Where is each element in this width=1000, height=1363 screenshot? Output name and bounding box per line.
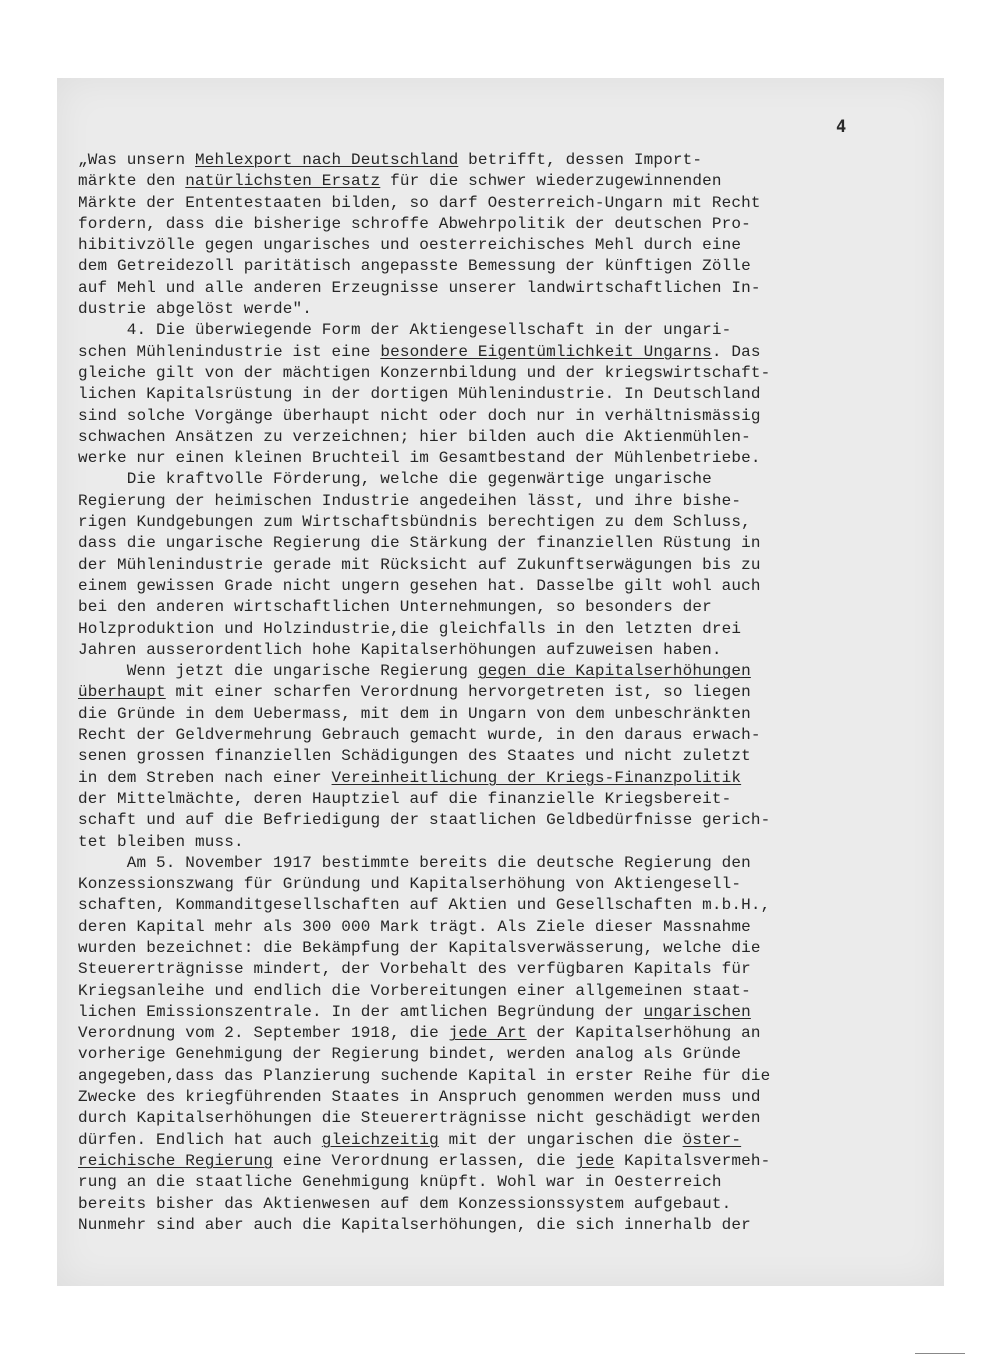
text-line bbox=[78, 619, 958, 640]
text-segment: hibitivzölle gegen ungarisches und oesterreichisches Mehl durch eine bbox=[78, 236, 742, 255]
text-line bbox=[78, 768, 958, 789]
underlined-text: jede Art bbox=[448, 1024, 527, 1043]
text-line bbox=[78, 832, 958, 853]
text-segment: durch Kapitalserhöhungen die Steuererträgnisse nicht geschädigt werden bbox=[78, 1109, 761, 1128]
text-segment: senen grossen finanziellen Schädigungen des Staates und nicht zuletzt bbox=[78, 747, 751, 766]
text-line bbox=[78, 959, 958, 980]
text-line bbox=[78, 597, 958, 618]
text-segment: Konzessionszwang für Gründung und Kapitalserhöhung von Aktiengesell- bbox=[78, 875, 742, 894]
text-line bbox=[78, 256, 958, 277]
text-segment: schen Mühlenindustrie ist eine bbox=[78, 342, 381, 361]
text-line bbox=[78, 1066, 958, 1087]
text-segment: werke nur einen kleinen Bruchteil im Gesamtbestand der Mühlenbetriebe. bbox=[78, 449, 761, 468]
text-segment: bereits bisher das Aktienwesen auf dem Konzessionssystem aufgebaut. bbox=[78, 1194, 732, 1213]
text-segment: Die kraftvolle Förderung, welche die gegenwärtige ungarische bbox=[78, 470, 712, 489]
text-segment: Jahren ausserordentlich hohe Kapitalserhöhungen aufzuweisen haben. bbox=[78, 640, 722, 659]
underlined-text: ungarischen bbox=[643, 1002, 751, 1021]
text-line bbox=[78, 150, 958, 171]
text-line bbox=[78, 1108, 958, 1129]
underlined-text: Vereinheitlichung der Kriegs-Finanzpolitik bbox=[331, 768, 742, 787]
text-line bbox=[78, 320, 958, 341]
text-line bbox=[78, 1172, 958, 1193]
text-line bbox=[78, 661, 958, 682]
text-segment: Holzproduktion und Holzindustrie,die gleichfalls in den letzten drei bbox=[78, 619, 742, 638]
text-segment: der Kapitalserhöhung an bbox=[526, 1024, 761, 1043]
text-line bbox=[78, 938, 958, 959]
text-segment: rigen Kundgebungen zum Wirtschaftsbündnis berechtigen zu dem Schluss, bbox=[78, 513, 751, 532]
text-line bbox=[78, 384, 958, 405]
text-segment: dustrie abgelöst werde". bbox=[78, 300, 313, 319]
text-line bbox=[78, 427, 958, 448]
text-segment: Kriegsanleihe und endlich die Vorbereitungen einer allgemeinen staat- bbox=[78, 981, 751, 1000]
underlined-text: gleichzeitig bbox=[321, 1130, 439, 1149]
text-segment: Am 5. November 1917 bestimmte bereits die deutsche Regierung den bbox=[78, 853, 751, 872]
text-line bbox=[78, 406, 958, 427]
text-line bbox=[78, 469, 958, 490]
text-segment: Märkte der Ententestaaten bilden, so darf Oesterreich-Ungarn mit Recht bbox=[78, 193, 761, 212]
underlined-text: reichische Regierung bbox=[78, 1151, 274, 1170]
text-segment: Wenn jetzt die ungarische Regierung bbox=[78, 662, 478, 681]
text-segment: angegeben,dass das Planzierung suchende Kapital in erster Reihe für die bbox=[78, 1066, 771, 1085]
text-line bbox=[78, 704, 958, 725]
text-segment: betrifft, dessen Import- bbox=[458, 151, 703, 169]
text-line bbox=[78, 555, 958, 576]
text-line bbox=[78, 1002, 958, 1023]
text-segment: der Mittelmächte, deren Hauptziel auf die finanzielle Kriegsbereit- bbox=[78, 789, 732, 808]
text-line bbox=[78, 278, 958, 299]
text-segment: Recht der Geldvermehrung Gebrauch gemacht wurde, in den daraus erwach- bbox=[78, 726, 761, 745]
text-line bbox=[78, 789, 958, 810]
text-segment: wurden bezeichnet: die Bekämpfung der Kapitalsverwässerung, welche die bbox=[78, 938, 761, 957]
text-segment: Steuererträgnisse mindert, der Vorbehalt des verfügbaren Kapitals für bbox=[78, 960, 751, 979]
underlined-text: Mehlexport nach Deutschland bbox=[195, 151, 459, 169]
text-line bbox=[78, 1130, 958, 1151]
footer-rule bbox=[915, 1353, 965, 1354]
text-line bbox=[78, 533, 958, 554]
underlined-text: jede bbox=[575, 1151, 615, 1170]
text-segment: der Mühlenindustrie gerade mit Rücksicht auf Zukunftserwägungen bis zu bbox=[78, 555, 761, 574]
text-segment: auf Mehl und alle anderen Erzeugnisse unserer landwirtschaftlichen In- bbox=[78, 278, 761, 297]
text-line bbox=[78, 640, 958, 661]
text-segment: . Das bbox=[711, 342, 761, 361]
text-line bbox=[78, 299, 958, 320]
text-segment: Kapitalsvermeh- bbox=[614, 1151, 771, 1170]
underlined-text: natürlichsten Ersatz bbox=[185, 172, 381, 191]
text-segment: Zwecke des kriegführenden Staates in Anspruch genommen werden muss und bbox=[78, 1088, 761, 1107]
text-line bbox=[78, 853, 958, 874]
text-segment: deren Kapital mehr als 300 000 Mark trägt. Als Ziele dieser Massnahme bbox=[78, 917, 751, 936]
text-segment: rung an die staatliche Genehmigung knüpft. Wohl war in Oesterreich bbox=[78, 1173, 722, 1192]
body-text bbox=[78, 150, 958, 1236]
text-segment: märkte den bbox=[78, 172, 186, 191]
text-segment: schaften, Kommanditgesellschaften auf Aktien und Gesellschaften m.b.H., bbox=[78, 896, 771, 915]
text-line bbox=[78, 1194, 958, 1215]
text-line bbox=[78, 235, 958, 256]
text-line bbox=[78, 895, 958, 916]
text-segment: bei den anderen wirtschaftlichen Unternehmungen, so besonders der bbox=[78, 598, 712, 617]
text-line bbox=[78, 491, 958, 512]
underlined-text: öster- bbox=[682, 1130, 742, 1149]
text-line bbox=[78, 1044, 958, 1065]
text-segment: eine Verordnung erlassen, die bbox=[273, 1151, 576, 1170]
text-line bbox=[78, 917, 958, 938]
text-segment: Regierung der heimischen Industrie angedeihen lässt, und ihre bishe- bbox=[78, 491, 742, 510]
text-segment: 4. Die überwiegende Form der Aktiengesellschaft in der ungari- bbox=[78, 321, 732, 340]
text-line bbox=[78, 1023, 958, 1044]
text-segment: die Gründe in dem Uebermass, mit dem in Ungarn von dem unbeschränkten bbox=[78, 704, 751, 723]
text-segment: , die bbox=[390, 1024, 449, 1043]
text-segment: dass die ungarische Regierung die Stärkung der finanziellen Rüstung in bbox=[78, 534, 761, 553]
text-segment: gleiche gilt von der mächtigen Konzernbildung und der kriegswirtschaft- bbox=[78, 363, 771, 382]
underlined-text: überhaupt bbox=[78, 683, 166, 702]
text-segment: sind solche Vorgänge überhaupt nicht oder doch nur in verhältnismässig bbox=[78, 406, 761, 425]
text-segment: vorherige Genehmigung der Regierung bindet, werden analog als Gründe bbox=[78, 1045, 742, 1064]
text-segment: schwachen Ansätzen zu verzeichnen; hier bilden auch die Aktienmühlen- bbox=[78, 427, 751, 446]
text-line bbox=[78, 193, 958, 214]
text-segment: tet bleiben muss. bbox=[78, 832, 244, 851]
text-segment: lichen Emissionszentrale. In der amtlichen Begründung der bbox=[78, 1002, 644, 1021]
text-segment: mit einer scharfen Verordnung hervorgetreten ist, so liegen bbox=[165, 683, 751, 702]
underlined-text: besondere Eigentümlichkeit Ungarns bbox=[380, 342, 712, 361]
text-line bbox=[78, 342, 958, 363]
text-line bbox=[78, 1215, 958, 1236]
text-line bbox=[78, 874, 958, 895]
text-segment: fordern, dass die bisherige schroffe Abwehrpolitik der deutschen Pro- bbox=[78, 214, 751, 233]
text-segment: mit der ungarischen die bbox=[438, 1130, 683, 1149]
underlined-text: gegen die Kapitalserhöhungen bbox=[477, 662, 751, 681]
text-line bbox=[78, 981, 958, 1002]
text-line bbox=[78, 682, 958, 703]
text-line bbox=[78, 810, 958, 831]
text-segment: lichen Kapitalsrüstung in der dortigen Mühlenindustrie. In Deutschland bbox=[78, 385, 761, 404]
text-line bbox=[78, 1087, 958, 1108]
text-line bbox=[78, 1151, 958, 1172]
text-line bbox=[78, 576, 958, 597]
text-line bbox=[78, 171, 958, 192]
text-segment: dem Getreidezoll paritätisch angepasste Bemessung der künftigen Zölle bbox=[78, 257, 751, 276]
text-segment: für die schwer wiederzugewinnenden bbox=[380, 172, 722, 191]
text-line bbox=[78, 214, 958, 235]
text-segment: in dem Streben nach einer bbox=[78, 768, 332, 787]
text-line bbox=[78, 448, 958, 469]
text-line bbox=[78, 363, 958, 384]
text-segment: Verordnung vom 2. September 1918 bbox=[78, 1024, 391, 1043]
text-segment: schaft und auf die Befriedigung der staatlichen Geldbedürfnisse gerich- bbox=[78, 811, 771, 830]
text-segment: „Was unsern bbox=[78, 151, 196, 169]
text-segment: Nunmehr sind aber auch die Kapitalserhöhungen, die sich innerhalb der bbox=[78, 1215, 751, 1234]
text-segment: einem gewissen Grade nicht ungern gesehen hat. Dasselbe gilt wohl auch bbox=[78, 576, 761, 595]
text-line bbox=[78, 746, 958, 767]
page-number: 4 bbox=[836, 117, 847, 137]
text-line bbox=[78, 512, 958, 533]
text-line bbox=[78, 725, 958, 746]
text-segment: dürfen. Endlich hat auch bbox=[78, 1130, 322, 1149]
